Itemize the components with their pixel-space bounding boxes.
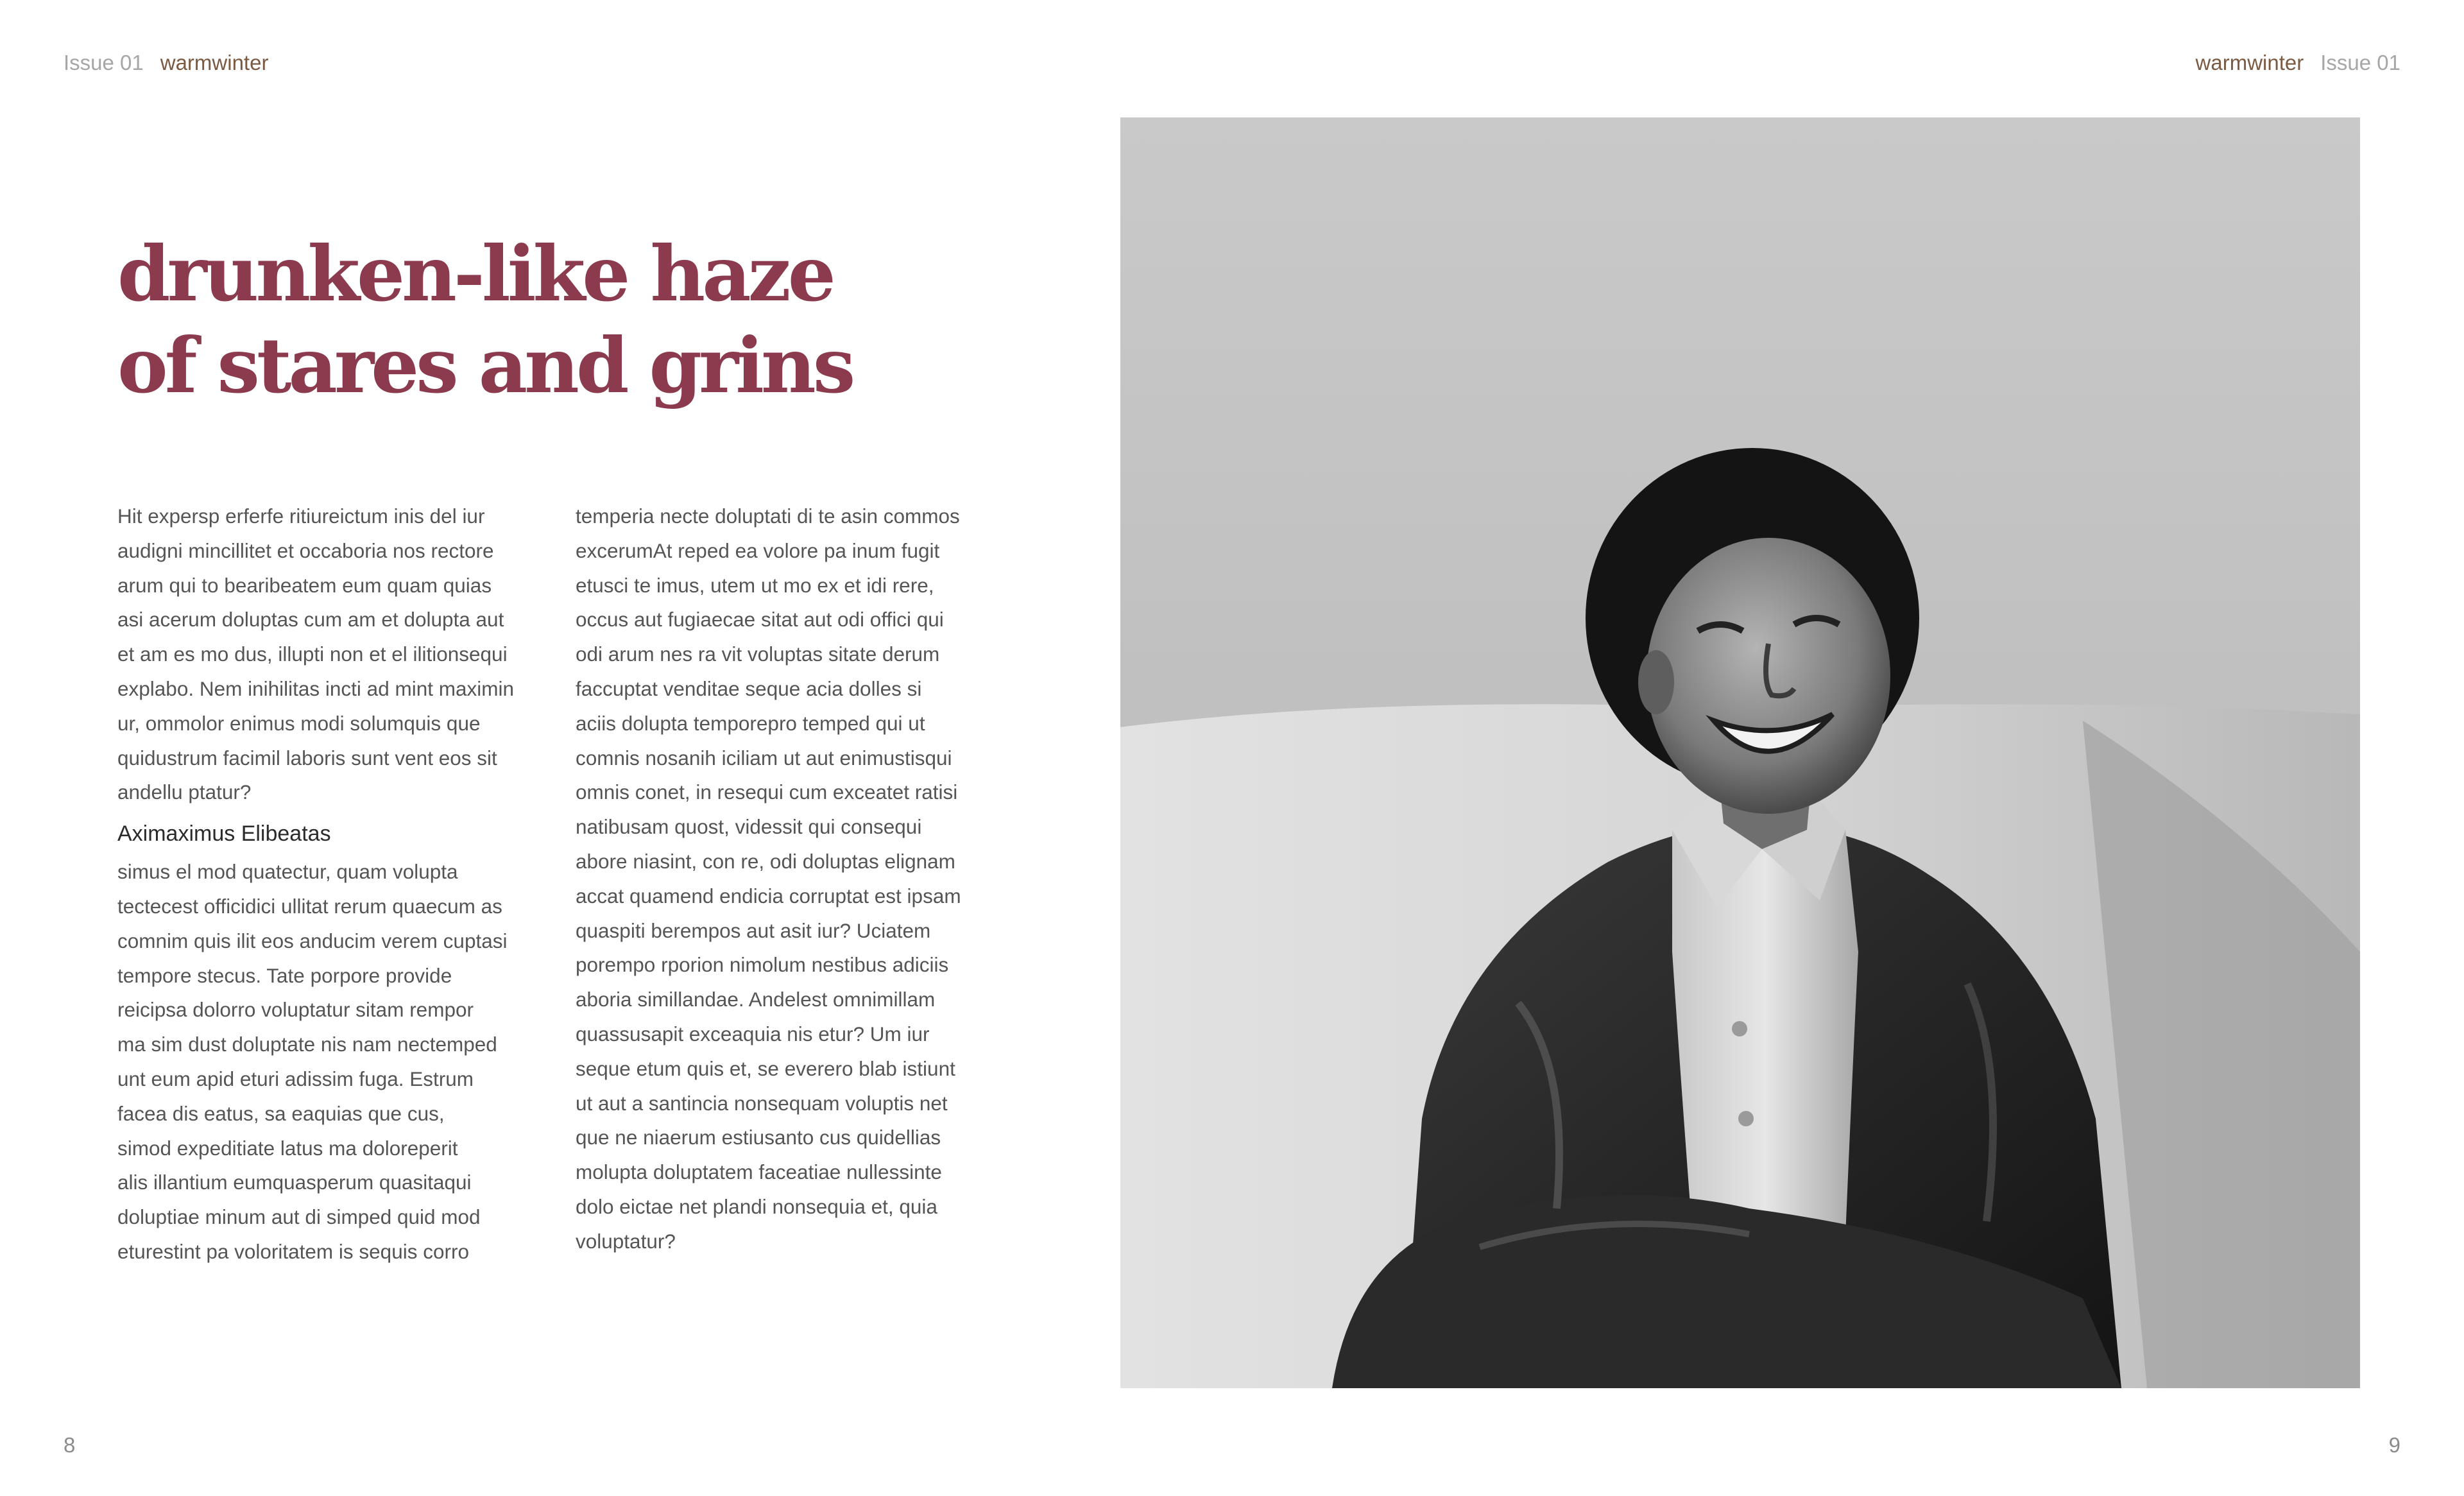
body-line: porempo rporion nimolum nestibus adiciis: [576, 953, 949, 977]
issue-label: Issue 01: [64, 51, 144, 74]
body-line: ur, ommolor enimus modi solumquis que: [117, 711, 481, 735]
ear: [1638, 650, 1674, 714]
body-line: et am es mo dus, illupti non et el ilitionsequi: [117, 642, 508, 666]
body-line: tempore stecus. Tate porpore provide: [117, 963, 452, 987]
headline-line: drunken-like haze: [117, 229, 833, 318]
body-line: tectecest officidici ullitat rerum quaecum as: [117, 894, 502, 918]
section-subhead: Aximaximus Elibeatas: [117, 821, 331, 847]
body-line: doluptiae minum aut di simped quid mod: [117, 1205, 481, 1229]
body-column-2: [576, 499, 1002, 1259]
body-line: quaspiti berempos aut asit iur? Uciatem: [576, 918, 931, 942]
body-line: facea dis eatus, sa eaquias que cus,: [117, 1101, 445, 1125]
body-line: simod expeditiate latus ma doloreperit: [117, 1136, 458, 1160]
body-line: quassusapit exceaquia nis etur? Um iur: [576, 1022, 930, 1045]
body-line: dolo eictae net plandi nonsequia et, quia: [576, 1194, 937, 1218]
portrait-photo: [1120, 117, 2360, 1388]
body-line: unt eum apid eturi adissim fuga. Estrum: [117, 1067, 474, 1090]
running-header-left: [64, 50, 268, 76]
shirt-button: [1738, 1111, 1754, 1126]
body-line: abore niasint, con re, odi doluptas elignam: [576, 849, 955, 873]
body-line: seque etum quis et, se everero blab istiunt: [576, 1056, 955, 1080]
issue-label: Issue 01: [2320, 51, 2400, 74]
body-line: aciis dolupta temporepro temped qui ut: [576, 711, 925, 735]
body-line: arum qui to bearibeatem eum quam quias: [117, 573, 492, 597]
body-line: andellu ptatur?: [117, 780, 252, 804]
body-line: faccuptat venditae seque acia dolles si: [576, 676, 922, 700]
body-line: eturestint pa voloritatem is sequis corro: [117, 1239, 469, 1263]
body-line: aboria simillandae. Andelest omnimillam: [576, 988, 936, 1011]
body-line: accat quamend endicia corruptat est ipsam: [576, 884, 961, 907]
body-line: asi acerum doluptas cum am et dolupta aut: [117, 608, 504, 632]
body-line: voluptatur?: [576, 1229, 676, 1253]
portrait-illustration: [1120, 117, 2360, 1388]
body-line: ut aut a santincia nonsequam voluptis net: [576, 1091, 948, 1115]
body-line: Hit expersp erferfe ritiureictum inis del iur: [117, 504, 485, 528]
body-line: odi arum nes ra vit voluptas sitate derum: [576, 642, 940, 666]
body-line: molupta doluptatem faceatiae nullessinte: [576, 1160, 942, 1184]
body-line: temperia necte doluptati di te asin commos: [576, 504, 960, 528]
page-number-left: 8: [64, 1433, 76, 1457]
brand-label: warmwinter: [160, 51, 269, 74]
body-line: alis illantium eumquasperum quasitaqui: [117, 1171, 472, 1194]
body-line: quidustrum facimil laboris sunt vent eos sit: [117, 746, 497, 769]
body-paragraph: [117, 855, 544, 1269]
body-paragraph: [576, 499, 1002, 1259]
body-line: comnis nosanih iciliam ut aut enimustisqui: [576, 746, 952, 769]
body-column-1: [117, 499, 544, 1269]
running-header-right: [2196, 50, 2400, 76]
body-line: que ne niaerum estiusanto cus quidellias: [576, 1126, 941, 1149]
body-line: simus el mod quatectur, quam volupta: [117, 860, 458, 884]
body-line: natibusam quost, videssit qui consequi: [576, 815, 922, 839]
body-line: comnim quis ilit eos anducim verem cuptasi: [117, 929, 508, 952]
body-line: ma sim dust doluptate nis nam nectemped: [117, 1033, 497, 1056]
body-line: omnis conet, in resequi cum exceatet ratisi: [576, 780, 958, 804]
body-line: etusci te imus, utem ut mo ex et idi rere,: [576, 573, 934, 597]
headline-line: of stares and grins: [117, 321, 853, 410]
body-line: explabo. Nem inihilitas incti ad mint maximin: [117, 676, 514, 700]
shirt-button: [1732, 1021, 1747, 1036]
body-line: excerumAt reped ea volore pa inum fugit: [576, 538, 940, 562]
page-number-right: 9: [2388, 1433, 2400, 1457]
article-headline: [117, 228, 1003, 411]
body-paragraph: [117, 499, 544, 810]
brand-label: warmwinter: [2195, 51, 2304, 74]
body-line: audigni mincillitet et occaboria nos rectore: [117, 538, 494, 562]
body-line: reicipsa dolorro voluptatur sitam rempor: [117, 998, 474, 1022]
body-line: occus aut fugiaecae sitat aut odi offici qui: [576, 608, 944, 632]
